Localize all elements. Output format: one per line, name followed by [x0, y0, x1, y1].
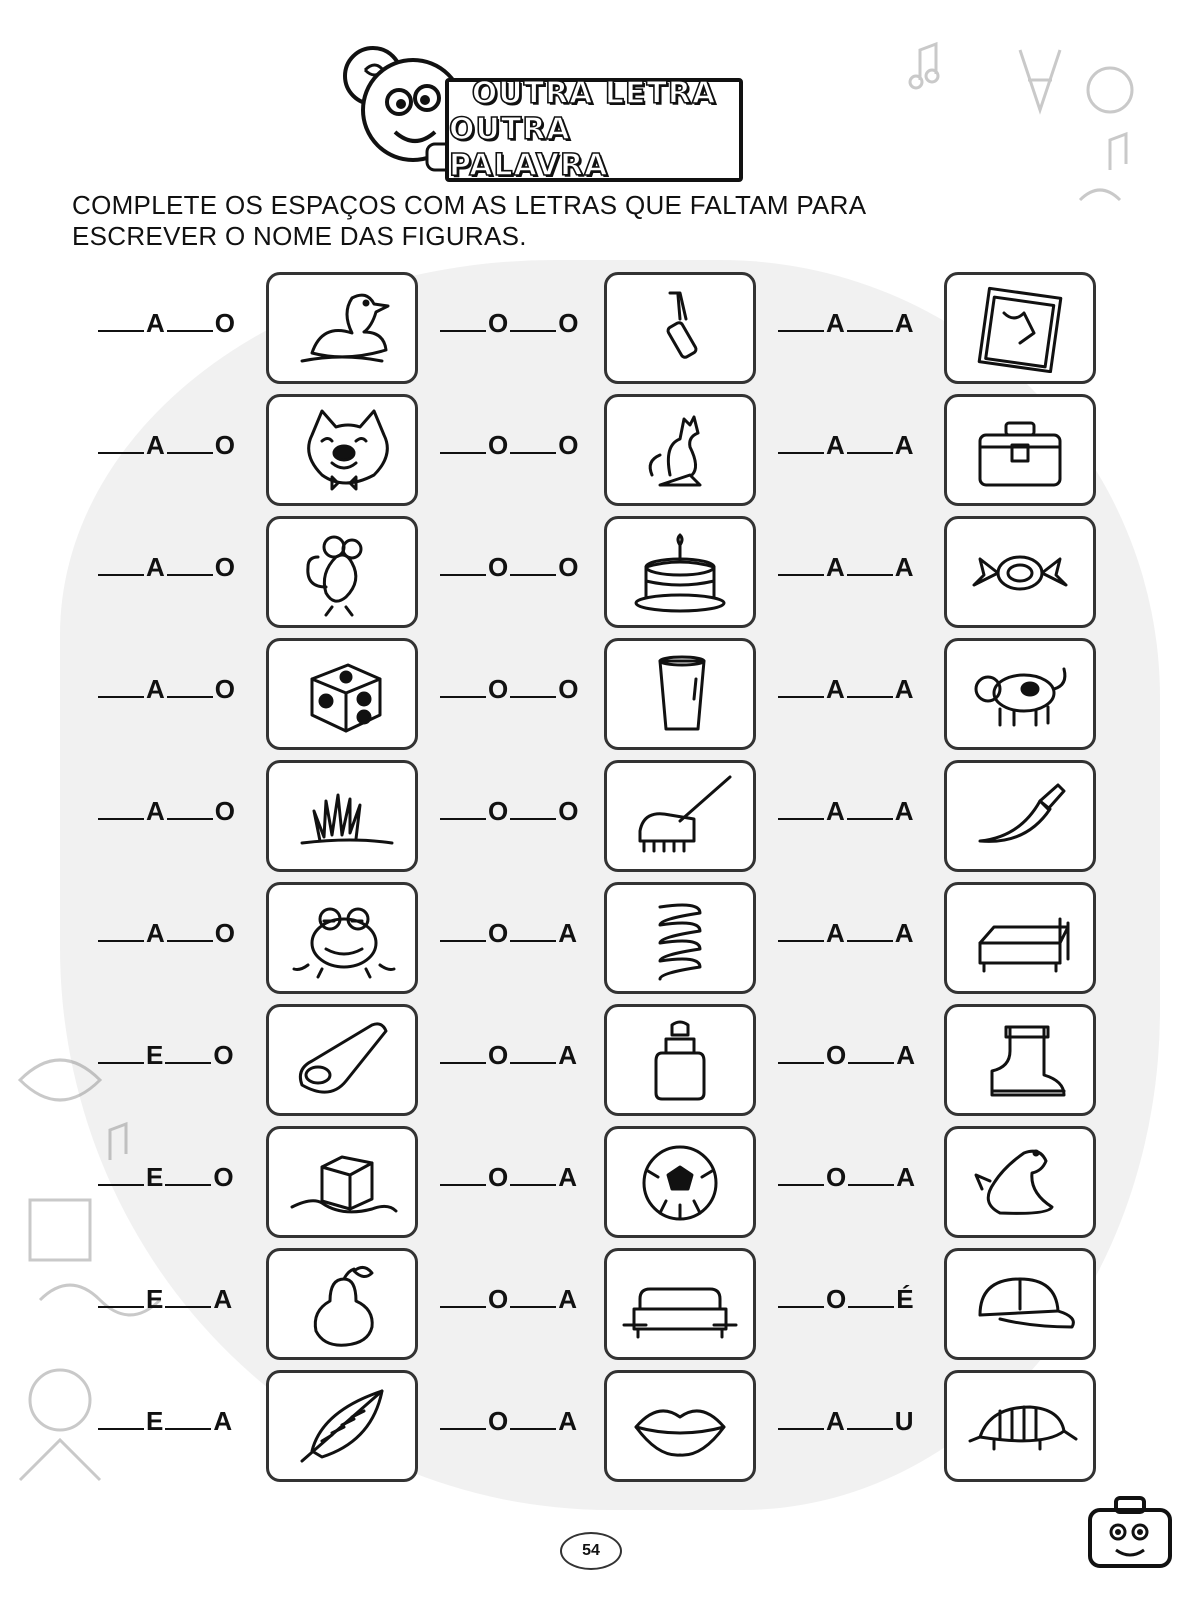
given-letter: A: [558, 1406, 578, 1436]
given-letter: O: [214, 308, 236, 338]
given-letter: A: [894, 674, 914, 704]
answer-blank[interactable]: [165, 1406, 211, 1430]
given-letter: O: [826, 1162, 847, 1192]
knife-icon: [960, 771, 1080, 861]
word-fill-blanks: [778, 674, 916, 705]
given-letter: O: [558, 674, 579, 704]
given-letter: A: [826, 918, 845, 948]
word-fill-blanks: [440, 796, 580, 827]
given-letter: E: [146, 1162, 164, 1192]
given-letter: O: [558, 308, 579, 338]
given-letter: A: [558, 1284, 578, 1314]
given-letter: A: [213, 1406, 233, 1436]
answer-blank[interactable]: [440, 552, 486, 576]
picture-card: [944, 394, 1096, 506]
rake-icon: [620, 771, 740, 861]
answer-blank[interactable]: [167, 430, 213, 454]
word-fill-blanks: [778, 918, 916, 949]
given-letter: A: [826, 1406, 845, 1436]
answer-blank[interactable]: [165, 1040, 211, 1064]
bed-icon: [960, 893, 1080, 983]
given-letter: A: [826, 308, 845, 338]
word-fill-blanks: [98, 918, 237, 949]
word-fill-blanks: [440, 674, 580, 705]
picture-card: [944, 760, 1096, 872]
answer-blank[interactable]: [848, 1284, 894, 1308]
word-fill-blanks: [98, 552, 237, 583]
given-letter: O: [826, 1284, 847, 1314]
word-fill-blanks: [778, 1162, 917, 1193]
answer-blank[interactable]: [847, 1406, 893, 1430]
given-letter: O: [826, 1040, 847, 1070]
page-number: 54: [560, 1532, 622, 1570]
duck-icon: [282, 283, 402, 373]
given-letter: A: [558, 918, 578, 948]
given-letter: O: [558, 430, 579, 460]
given-letter: O: [558, 796, 579, 826]
spring-icon: [620, 893, 740, 983]
given-letter: A: [146, 308, 165, 338]
word-fill-blanks: [778, 796, 916, 827]
howling-wolf-icon: [620, 405, 740, 495]
picture-card: [944, 272, 1096, 384]
word-fill-blanks: [98, 430, 237, 461]
answer-blank[interactable]: [847, 674, 893, 698]
word-fill-blanks: [98, 674, 237, 705]
title-line-2: OUTRA PALAVRA: [449, 112, 609, 183]
answer-blank[interactable]: [167, 918, 213, 942]
armadillo-icon: [960, 1381, 1080, 1471]
given-letter: A: [146, 796, 165, 826]
picture-card: [604, 760, 756, 872]
given-letter: O: [214, 918, 236, 948]
cow-icon: [960, 649, 1080, 739]
sofa-icon: [620, 1259, 740, 1349]
answer-blank[interactable]: [778, 308, 824, 332]
word-fill-blanks: [778, 552, 916, 583]
pear-icon: [282, 1259, 402, 1349]
word-fill-blanks: [98, 1162, 236, 1193]
given-letter: O: [214, 796, 236, 826]
picture-card: [604, 516, 756, 628]
title-sign: [445, 78, 743, 182]
given-letter: E: [146, 1284, 164, 1314]
answer-blank[interactable]: [440, 1406, 486, 1430]
word-fill-blanks: [778, 430, 916, 461]
answer-blank[interactable]: [510, 1284, 556, 1308]
answer-blank[interactable]: [440, 796, 486, 820]
given-letter: A: [146, 918, 165, 948]
word-fill-blanks: [778, 308, 916, 339]
answer-blank[interactable]: [165, 1284, 211, 1308]
word-fill-blanks: [98, 1406, 234, 1437]
answer-blank[interactable]: [98, 1162, 144, 1186]
map-window-icon: [960, 283, 1080, 373]
picture-card: [604, 1370, 756, 1482]
lips-icon: [620, 1381, 740, 1471]
given-letter: U: [894, 1406, 914, 1436]
word-fill-blanks: [440, 1406, 579, 1437]
given-letter: A: [894, 796, 914, 826]
answer-blank[interactable]: [847, 552, 893, 576]
given-letter: A: [826, 552, 845, 582]
picture-card: [266, 1126, 418, 1238]
answer-blank[interactable]: [98, 674, 144, 698]
picture-card: [944, 1126, 1096, 1238]
given-letter: O: [488, 552, 509, 582]
picture-card: [604, 394, 756, 506]
picture-card: [944, 882, 1096, 994]
answer-blank[interactable]: [98, 796, 144, 820]
given-letter: A: [146, 674, 165, 704]
answer-blank[interactable]: [98, 1284, 144, 1308]
answer-blank[interactable]: [510, 552, 556, 576]
picture-card: [604, 1004, 756, 1116]
suitcase-mascot-icon: [1080, 1480, 1180, 1580]
picture-card: [266, 1370, 418, 1482]
given-letter: A: [896, 1040, 916, 1070]
title-banner: [335, 40, 745, 183]
toad-icon: [282, 893, 402, 983]
word-fill-blanks: [98, 308, 237, 339]
answer-blank[interactable]: [778, 674, 824, 698]
picture-card: [266, 394, 418, 506]
given-letter: A: [146, 552, 165, 582]
given-letter: A: [896, 1162, 916, 1192]
title-line-1: OUTRA LETRA: [471, 76, 717, 111]
picture-card: [266, 760, 418, 872]
feather-icon: [282, 1381, 402, 1471]
grass-icon: [282, 771, 402, 861]
answer-blank[interactable]: [440, 918, 486, 942]
cap-icon: [960, 1259, 1080, 1349]
word-fill-blanks: [778, 1284, 916, 1315]
given-letter: A: [826, 796, 845, 826]
picture-card: [266, 1248, 418, 1360]
answer-blank[interactable]: [167, 674, 213, 698]
answer-blank[interactable]: [510, 1406, 556, 1430]
picture-card: [944, 1370, 1096, 1482]
answer-blank[interactable]: [847, 918, 893, 942]
given-letter: O: [558, 552, 579, 582]
answer-blank[interactable]: [440, 1284, 486, 1308]
picture-card: [604, 882, 756, 994]
glue-bottle-icon: [620, 1015, 740, 1105]
word-fill-blanks: [778, 1406, 916, 1437]
given-letter: O: [213, 1040, 234, 1070]
picture-card: [944, 516, 1096, 628]
instructions: [72, 190, 952, 252]
answer-blank[interactable]: [848, 1040, 894, 1064]
given-letter: O: [488, 1284, 509, 1314]
answer-blank[interactable]: [778, 552, 824, 576]
word-fill-blanks: [98, 1284, 234, 1315]
answer-blank[interactable]: [440, 1162, 486, 1186]
soccer-ball-icon: [620, 1137, 740, 1227]
answer-blank[interactable]: [778, 1162, 824, 1186]
answer-blank[interactable]: [510, 1162, 556, 1186]
answer-blank[interactable]: [165, 1162, 211, 1186]
word-fill-blanks: [98, 1040, 236, 1071]
given-letter: A: [213, 1284, 233, 1314]
answer-blank[interactable]: [98, 918, 144, 942]
answer-blank[interactable]: [440, 308, 486, 332]
answer-blank[interactable]: [847, 430, 893, 454]
word-fill-blanks: [440, 1040, 579, 1071]
given-letter: O: [488, 674, 509, 704]
answer-blank[interactable]: [98, 308, 144, 332]
given-letter: A: [894, 430, 914, 460]
given-letter: A: [894, 308, 914, 338]
given-letter: O: [488, 1040, 509, 1070]
given-letter: A: [558, 1162, 578, 1192]
answer-blank[interactable]: [778, 1040, 824, 1064]
boot-icon: [960, 1015, 1080, 1105]
answer-blank[interactable]: [510, 918, 556, 942]
dice-icon: [282, 649, 402, 739]
candy-icon: [960, 527, 1080, 617]
answer-blank[interactable]: [440, 674, 486, 698]
answer-blank[interactable]: [98, 552, 144, 576]
picture-card: [266, 638, 418, 750]
given-letter: O: [214, 552, 236, 582]
answer-blank[interactable]: [778, 796, 824, 820]
picture-card: [604, 1126, 756, 1238]
answer-blank[interactable]: [510, 430, 556, 454]
instructions-line-1: COMPLETE OS ESPAÇOS COM AS LETRAS QUE FALTAM PARA: [72, 190, 867, 220]
answer-blank[interactable]: [510, 674, 556, 698]
answer-blank[interactable]: [440, 1040, 486, 1064]
given-letter: E: [146, 1040, 164, 1070]
answer-blank[interactable]: [98, 1040, 144, 1064]
answer-blank[interactable]: [778, 430, 824, 454]
picture-card: [604, 272, 756, 384]
answer-blank[interactable]: [848, 1162, 894, 1186]
given-letter: O: [488, 308, 509, 338]
answer-blank[interactable]: [510, 308, 556, 332]
given-letter: O: [488, 918, 509, 948]
picture-card: [266, 272, 418, 384]
given-letter: A: [894, 552, 914, 582]
word-fill-blanks: [440, 308, 580, 339]
word-fill-blanks: [440, 430, 580, 461]
answer-blank[interactable]: [167, 796, 213, 820]
given-letter: O: [488, 1406, 509, 1436]
cat-icon: [282, 405, 402, 495]
picture-card: [266, 516, 418, 628]
answer-blank[interactable]: [167, 308, 213, 332]
given-letter: A: [558, 1040, 578, 1070]
birthday-cake-icon: [620, 527, 740, 617]
given-letter: O: [488, 796, 509, 826]
answer-blank[interactable]: [778, 1406, 824, 1430]
word-fill-blanks: [98, 796, 237, 827]
picture-card: [604, 1248, 756, 1360]
picture-card: [944, 638, 1096, 750]
word-fill-blanks: [440, 1162, 579, 1193]
ice-cube-icon: [282, 1137, 402, 1227]
finger-icon: [282, 1015, 402, 1105]
answer-blank[interactable]: [167, 552, 213, 576]
answer-blank[interactable]: [778, 1284, 824, 1308]
answer-blank[interactable]: [440, 430, 486, 454]
suitcase-icon: [960, 405, 1080, 495]
rat-icon: [282, 527, 402, 617]
given-letter: O: [214, 430, 236, 460]
given-letter: O: [488, 430, 509, 460]
word-fill-blanks: [440, 918, 579, 949]
picture-card: [266, 1004, 418, 1116]
answer-blank[interactable]: [510, 1040, 556, 1064]
answer-blank[interactable]: [778, 918, 824, 942]
paint-roller-icon: [620, 283, 740, 373]
picture-card: [944, 1248, 1096, 1360]
given-letter: A: [826, 674, 845, 704]
answer-blank[interactable]: [847, 796, 893, 820]
given-letter: A: [826, 430, 845, 460]
word-fill-blanks: [440, 1284, 579, 1315]
given-letter: O: [214, 674, 236, 704]
given-letter: É: [896, 1284, 914, 1314]
given-letter: E: [146, 1406, 164, 1436]
seal-icon: [960, 1137, 1080, 1227]
answer-blank[interactable]: [98, 1406, 144, 1430]
answer-blank[interactable]: [98, 430, 144, 454]
instructions-line-2: ESCREVER O NOME DAS FIGURAS.: [72, 221, 527, 251]
picture-card: [604, 638, 756, 750]
given-letter: O: [213, 1162, 234, 1192]
picture-card: [266, 882, 418, 994]
glass-cup-icon: [620, 649, 740, 739]
picture-card: [944, 1004, 1096, 1116]
word-fill-blanks: [440, 552, 580, 583]
answer-blank[interactable]: [847, 308, 893, 332]
given-letter: A: [894, 918, 914, 948]
answer-blank[interactable]: [510, 796, 556, 820]
word-fill-blanks: [778, 1040, 917, 1071]
given-letter: O: [488, 1162, 509, 1192]
given-letter: A: [146, 430, 165, 460]
